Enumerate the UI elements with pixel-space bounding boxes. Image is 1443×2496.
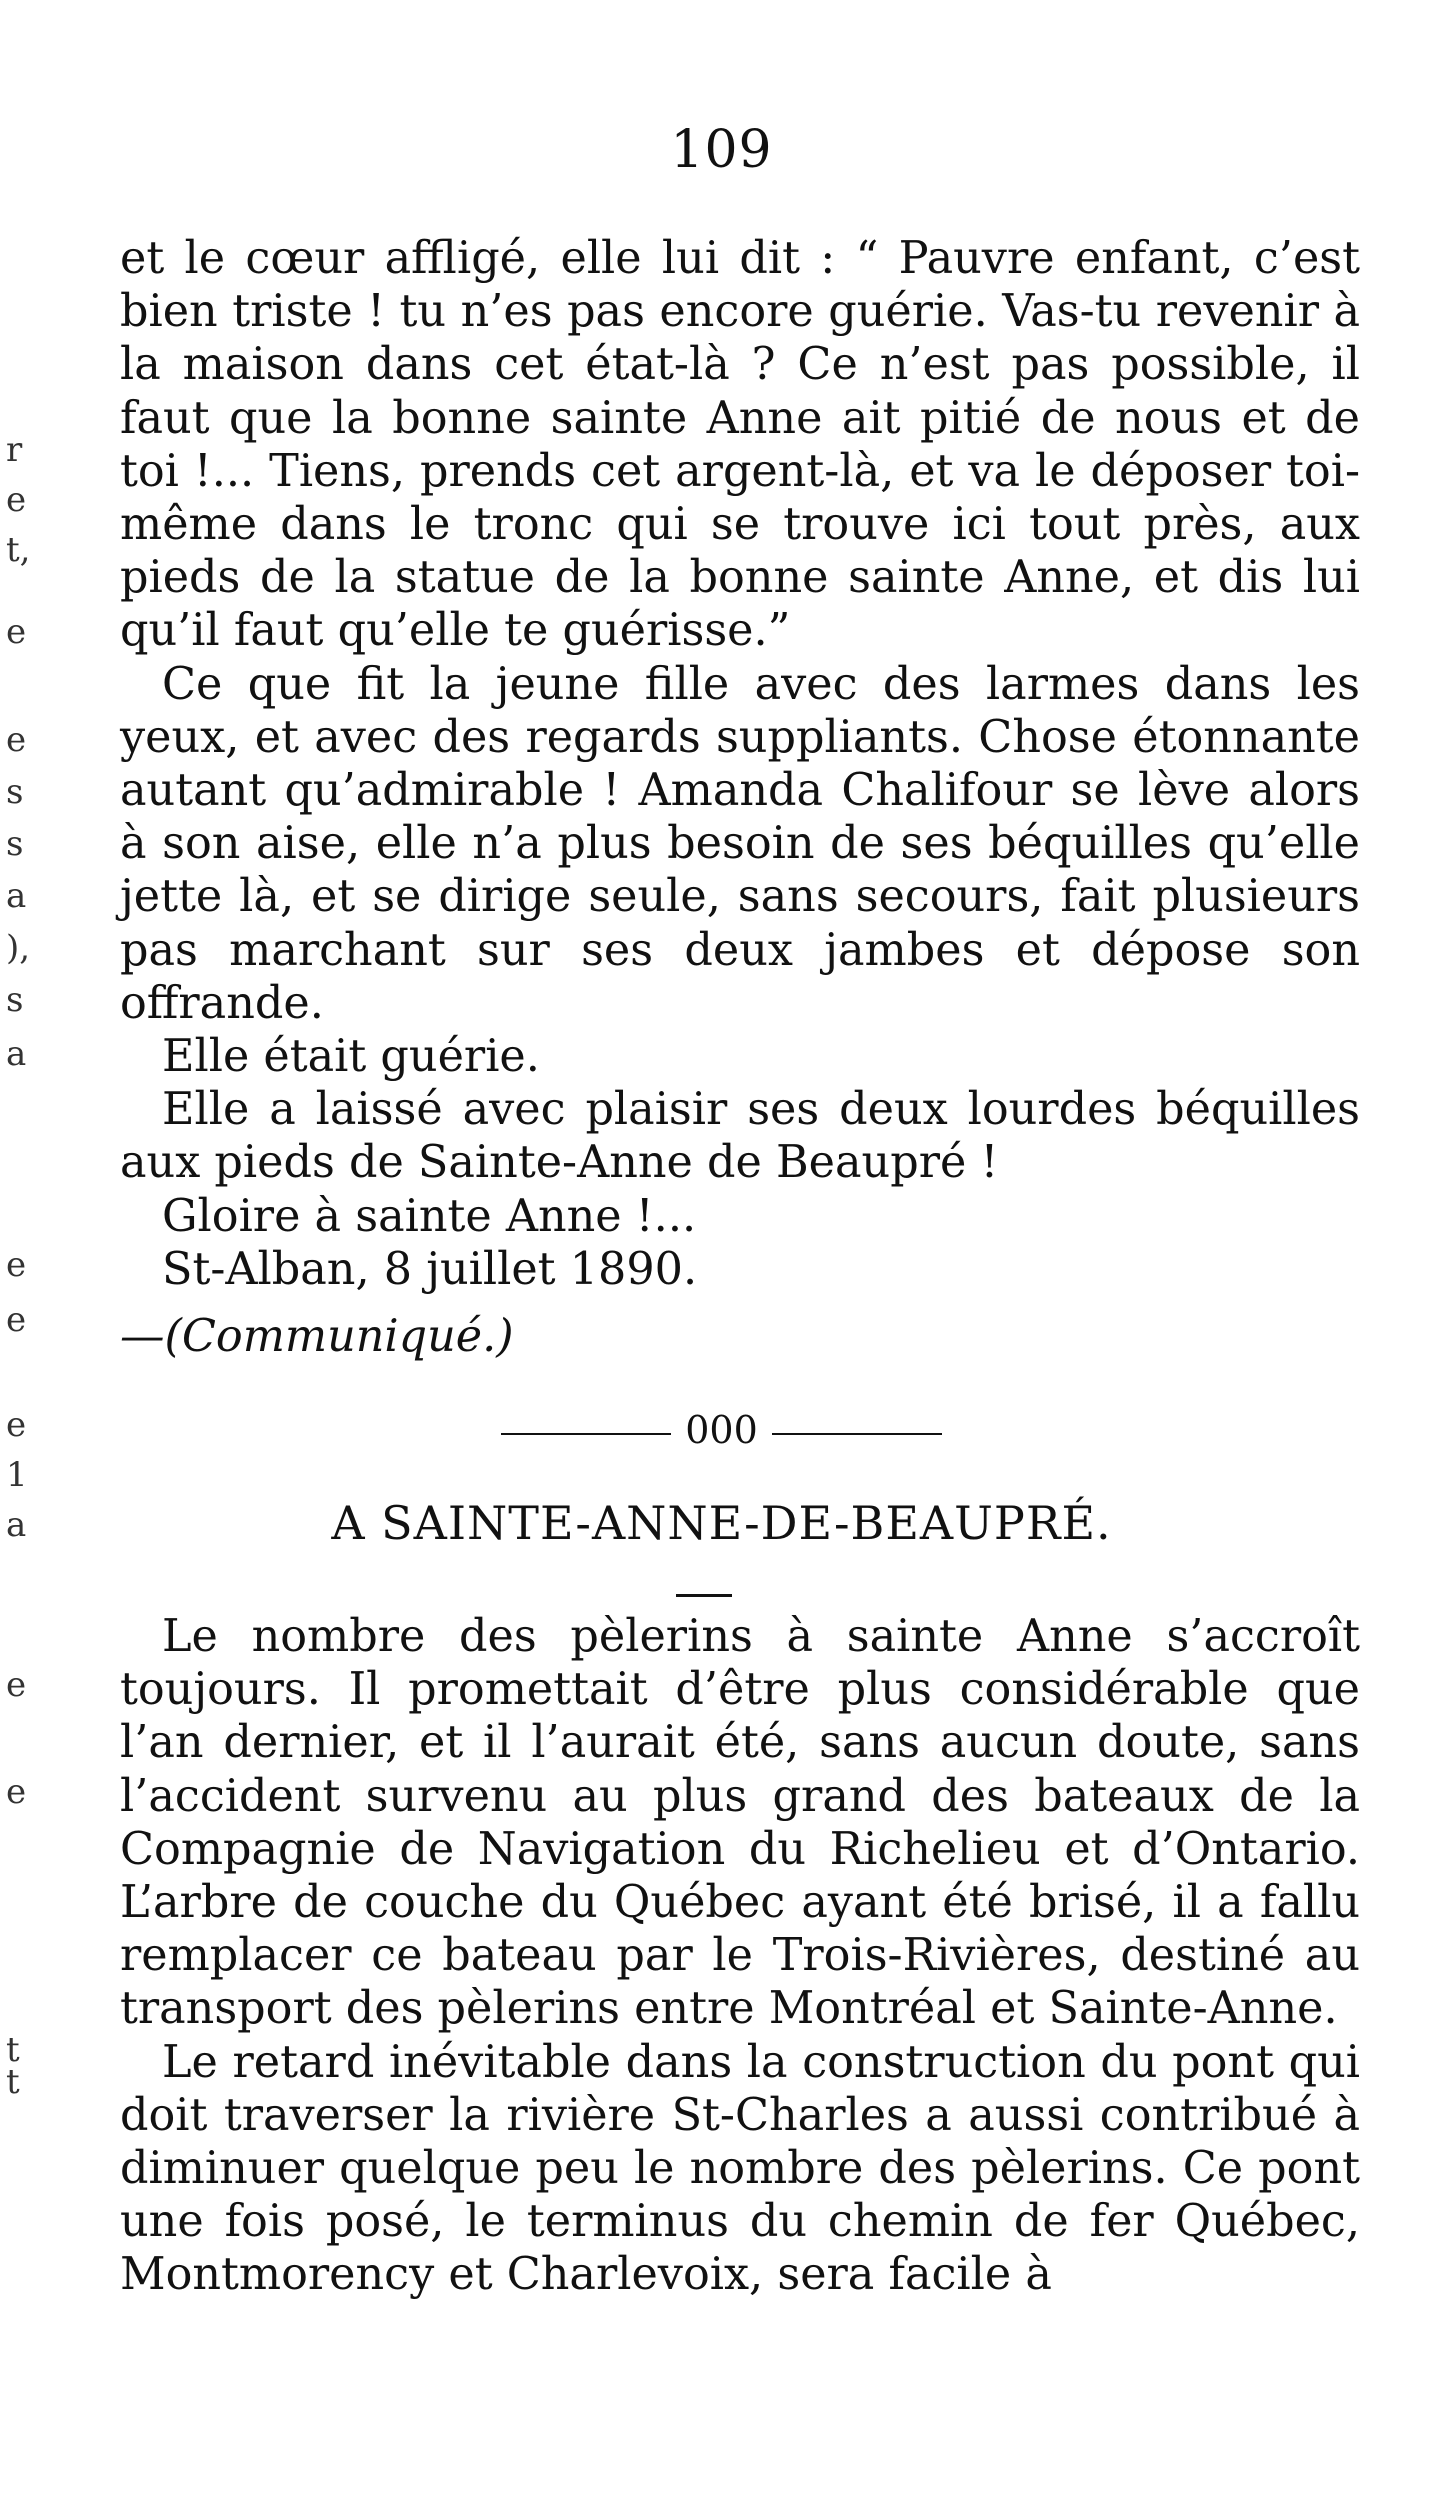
paragraph: Le nombre des pèlerins à sainte Anne s’accroît toujours. Il promettait d’être plus considérable que l’an dernier, et il l’aurait été, sans aucun doute, sans l’accident survenu au plus grand des bateaux de la Compagnie de Navigation du Richelieu et d’Ontario. L’arbre de couche du Québec ayant été brisé, il a fallu remplacer ce bateau par le Trois-Rivières, destiné au transport des pèlerins entre Montréal et Sainte-Anne. xyxy=(120,1611,1360,2035)
margin-mark: e xyxy=(6,480,27,520)
article-continuation xyxy=(120,232,1360,1363)
paragraph: Ce que fit la jeune fille avec des larmes dans les yeux, et avec des regards suppliants. Chose étonnante autant qu’admirable ! Amanda Chalifour se lève alors à son aise, elle n’a plus besoin de ses béquilles qu’elle jette là, et se dirige seule, sans secours, fait plusieurs pas marchant sur ses deux jambes et dépose son offrande. xyxy=(120,658,1360,1029)
margin-mark: t xyxy=(6,2062,20,2102)
margin-mark: 1 xyxy=(6,1455,28,1495)
bleed-through-margin xyxy=(6,0,56,2496)
margin-mark: e xyxy=(6,612,27,652)
margin-mark: e xyxy=(6,1665,27,1705)
margin-mark: s xyxy=(6,772,24,812)
dateline: St-Alban, 8 juillet 1890. xyxy=(162,1243,698,1295)
paragraph: Gloire à sainte Anne !... xyxy=(162,1190,697,1242)
margin-mark: t xyxy=(6,2030,20,2070)
separator-ornament: 000 xyxy=(685,1408,758,1452)
margin-mark: s xyxy=(6,980,24,1020)
separator-rule-right xyxy=(772,1433,942,1435)
margin-mark: t, xyxy=(6,530,31,570)
margin-mark: e xyxy=(6,1405,27,1445)
signature: —(Communiqué.) xyxy=(120,1311,514,1363)
page-number: 109 xyxy=(670,120,773,180)
margin-mark: e xyxy=(6,1300,27,1340)
margin-mark: e xyxy=(6,1772,27,1812)
section-separator xyxy=(0,1408,1443,1452)
section-heading: A SAINTE-ANNE-DE-BEAUPRÉ. xyxy=(331,1496,1112,1550)
margin-mark: a xyxy=(6,1505,27,1545)
margin-mark: e xyxy=(6,720,27,760)
article-body xyxy=(120,1610,1360,2302)
heading-rule xyxy=(676,1594,732,1597)
margin-mark: a xyxy=(6,876,27,916)
margin-mark: s xyxy=(6,824,24,864)
margin-mark: e xyxy=(6,1245,27,1285)
paragraph: Elle était guérie. xyxy=(162,1031,540,1083)
separator-rule-left xyxy=(501,1433,671,1435)
margin-mark: ), xyxy=(6,928,31,968)
paragraph: Elle a laissé avec plaisir ses deux lourdes béquilles aux pieds de Sainte-Anne de Beaupré ! xyxy=(120,1084,1360,1189)
margin-mark: r xyxy=(6,430,23,470)
paragraph: Le retard inévitable dans la construction du pont qui doit traverser la rivière St-Charles a aussi contribué à diminuer quelque peu le nombre des pèlerins. Ce pont une fois posé, le terminus du chemin de fer Québec, Montmorency et Charlevoix, sera facile à xyxy=(120,2036,1360,2301)
margin-mark: a xyxy=(6,1034,27,1074)
paragraph: et le cœur affligé, elle lui dit : “ Pauvre enfant, c’est bien triste ! tu n’es pas encore guérie. Vas-tu revenir à la maison dans cet état-là ? Ce n’est pas possible, il faut que la bonne sainte Anne ait pitié de nous et de toi !... Tiens, prends cet argent-là, et va le déposer toi-même dans le tronc qui se trouve ici tout près, aux pieds de la statue de la bonne sainte Anne, et dis lui qu’il faut qu’elle te guérisse.” xyxy=(120,233,1360,657)
